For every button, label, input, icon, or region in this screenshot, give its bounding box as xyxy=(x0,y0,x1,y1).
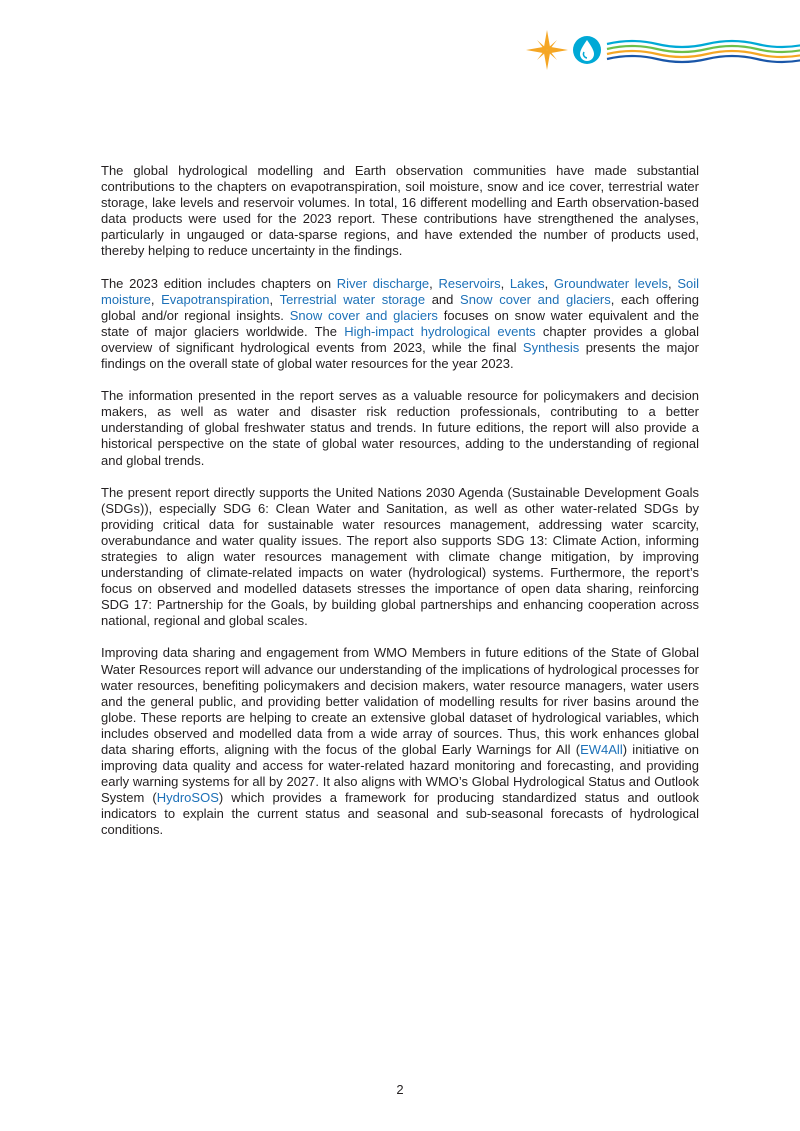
chapter-link[interactable]: Reservoirs xyxy=(438,275,501,291)
chapter-link[interactable]: High-impact hydrological events xyxy=(344,323,536,339)
paragraph-text: , xyxy=(429,275,439,291)
paragraph-text: The global hydrological modelling and Earth observation communities have made substantial contributions to the chapters on evapotranspiration, soil moisture, snow and ice cover, terrestrial water storage, lake levels and reservoir volumes. In total, 16 different modelling and Earth observation-based data products were used for the 2023 report. These contributions have strengthened the analyses, particularly in ungauged or data-sparse regions, and have extended the number of products used, thereby helping to reduce uncertainty in the findings. xyxy=(101,163,699,259)
paragraph-text: ) initiative on improving data quality and access for water-related hazard monitoring and forecasting, and providing early warning systems for all by 2027. It also aligns with WMO’s Global Hydrological Status and Outlook System ( xyxy=(101,742,700,806)
paragraph-text: , xyxy=(269,291,280,307)
chapter-link[interactable]: EW4All xyxy=(580,742,623,757)
header-logo xyxy=(520,28,800,76)
paragraph-text: , xyxy=(500,275,510,291)
chapter-link[interactable]: Snow cover and glaciers xyxy=(460,291,611,307)
chapter-link[interactable]: Snow cover and glaciers xyxy=(289,307,438,323)
compass-star-icon xyxy=(526,30,568,70)
body-text xyxy=(101,163,699,855)
chapter-link[interactable]: Soil moisture xyxy=(101,275,699,307)
paragraph-text: , xyxy=(668,275,678,291)
paragraph xyxy=(101,388,699,468)
paragraph-text: Improving data sharing and engagement from WMO Members in future editions of the State of Global Water Resources report will advance our understanding of the implications of hydrological processes for water resources, benefiting policymakers and decision makers, water resource managers, water users and the general public, and providing better validation of modelling results for river basins around the globe. These reports are helping to create an extensive global dataset of hydrological variables, which includes observed and modelled data from a wide array of sources. Thus, this work enhances global data sharing efforts, aligning with the focus of the global Early Warnings for All ( xyxy=(101,645,699,757)
paragraph xyxy=(101,163,699,260)
paragraph-text: , each offering global and/or regional insights. xyxy=(101,291,699,323)
chapter-link[interactable]: Lakes xyxy=(509,275,545,291)
paragraph-text: ) which provides a framework for producing standardized status and outlook indicators to explain the current status and seasonal and sub-seasonal forecasts of hydrological conditions. xyxy=(101,790,699,838)
chapter-link[interactable]: Terrestrial water storage xyxy=(279,291,426,307)
paragraph-text: chapter provides a global overview of significant hydrological events from 2023, while the final xyxy=(101,323,699,355)
water-drop-icon xyxy=(573,36,601,64)
chapter-link[interactable]: Groundwater levels xyxy=(553,275,668,291)
chapter-link[interactable]: HydroSOS xyxy=(156,790,219,806)
paragraph-text: presents the major findings on the overall state of global water resources for the year 2023. xyxy=(101,339,699,372)
paragraph xyxy=(101,276,699,373)
paragraph-text: The information presented in the report serves as a valuable resource for policymakers and decision makers, as well as water and disaster risk reduction professionals, contributing to a better understanding of global freshwater status and trends. In future editions, the report will also provide a historical perspective on the state of global water resources, adding to the understanding of regional and global trends. xyxy=(101,388,699,468)
chapter-link[interactable]: Evapotranspiration xyxy=(161,291,270,307)
paragraph-text: The present report directly supports the United Nations 2030 Agenda (Sustainable Development Goals (SDGs)), especially SDG 6: Clean Water and Sanitation, as well as other water-related SDGs by providing critical data for sustainable water resources management, addressing water scarcity, overabundance and water quality issues. The report also supports SDG 13: Climate Action, informing strategies to align water resources management with climate change mitigation, by improving understanding of climate-related impacts on water (hydrological) systems. Furthermore, the report’s focus on observed and modelled datasets stresses the importance of open data sharing, reinforcing SDG 17: Partnership for the Goals, by building global partnerships and enhancing cooperation across national, regional and global scales. xyxy=(101,484,699,629)
paragraph-text: focuses on snow water equivalent and the state of major glaciers worldwide. The xyxy=(101,307,699,339)
chapter-link[interactable]: River discharge xyxy=(336,275,430,291)
paragraph-text: , xyxy=(150,291,162,307)
paragraph xyxy=(101,485,699,630)
page-number: 2 xyxy=(396,1082,404,1097)
waves-icon xyxy=(607,41,800,62)
chapter-link[interactable]: Synthesis xyxy=(522,339,580,355)
paragraph-text: , xyxy=(544,275,554,291)
paragraph-text: The 2023 edition includes chapters on xyxy=(101,275,337,291)
paragraph xyxy=(101,645,699,838)
paragraph-text: and xyxy=(425,291,461,307)
